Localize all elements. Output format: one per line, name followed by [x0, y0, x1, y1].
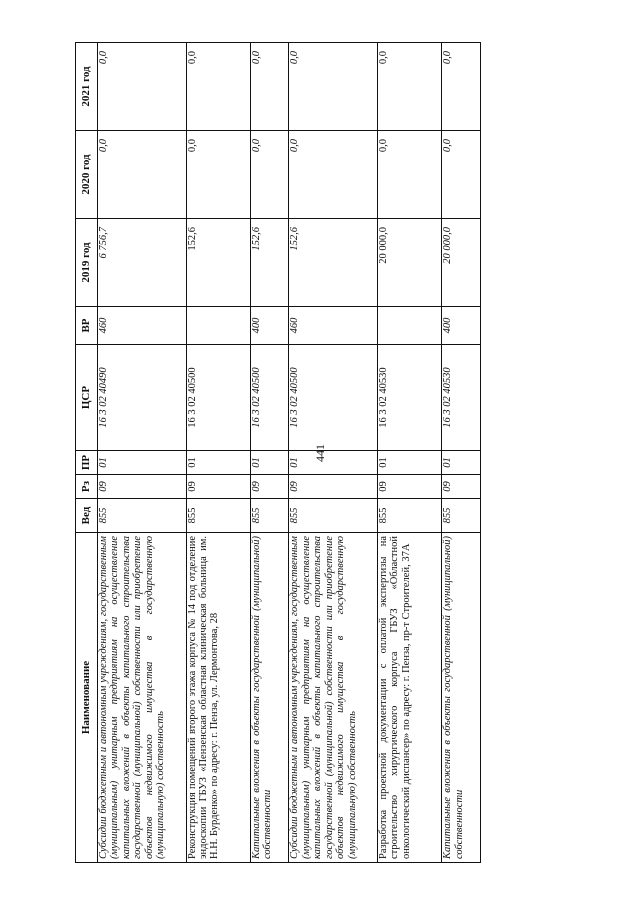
- table-row: [442, 43, 481, 863]
- row-rz: 09: [378, 475, 442, 499]
- row-ved: 855: [250, 499, 289, 533]
- header-vr: ВР: [76, 307, 98, 345]
- row-2021: 0,0: [289, 43, 378, 131]
- row-pr: 01: [289, 451, 378, 475]
- row-vr: 400: [250, 307, 289, 345]
- table-row: [98, 43, 187, 863]
- row-pr: 01: [250, 451, 289, 475]
- row-rz: 09: [186, 475, 250, 499]
- row-2021: 0,0: [442, 43, 481, 131]
- row-pr: 01: [442, 451, 481, 475]
- row-csr: 16 3 02 40530: [442, 345, 481, 451]
- row-ved: 855: [98, 499, 187, 533]
- header-csr: ЦСР: [76, 345, 98, 451]
- table-row: [289, 43, 378, 863]
- row-vr: [378, 307, 442, 345]
- row-ved: 855: [442, 499, 481, 533]
- row-2019: 6 756,7: [98, 219, 187, 307]
- row-ved: 855: [378, 499, 442, 533]
- budget-table: [75, 42, 481, 863]
- row-ved: 855: [186, 499, 250, 533]
- row-2020: 0,0: [289, 131, 378, 219]
- row-vr: 460: [98, 307, 187, 345]
- table-row: [378, 43, 442, 863]
- row-pr: 01: [378, 451, 442, 475]
- row-rz: 09: [98, 475, 187, 499]
- header-2020: 2020 год: [76, 131, 98, 219]
- row-vr: 400: [442, 307, 481, 345]
- row-2019: 152,6: [289, 219, 378, 307]
- header-2019: 2019 год: [76, 219, 98, 307]
- row-rz: 09: [250, 475, 289, 499]
- row-2021: 0,0: [378, 43, 442, 131]
- row-2021: 0,0: [250, 43, 289, 131]
- header-rz: Рз: [76, 475, 98, 499]
- row-csr: 16 3 02 40500: [186, 345, 250, 451]
- row-csr: 16 3 02 40500: [289, 345, 378, 451]
- row-vr: [186, 307, 250, 345]
- header-ved: Вед: [76, 499, 98, 533]
- header-pr: ПР: [76, 451, 98, 475]
- row-pr: 01: [98, 451, 187, 475]
- table-row: [186, 43, 250, 863]
- row-2020: 0,0: [250, 131, 289, 219]
- budget-table-rotated: [75, 43, 481, 863]
- row-2020: 0,0: [98, 131, 187, 219]
- header-2021: 2021 год: [76, 43, 98, 131]
- row-name: Субсидии бюджетным и автономным учреждениям, государственным (муниципальным) унитарным предприятиям на осуществление капитальных вложений в объекты капитального строительства государственной (муниципальной) собственности или приобретение объектов недвижимого имущества в государственную (муниципальную) собственность: [289, 533, 378, 863]
- row-csr: 16 3 02 40530: [378, 345, 442, 451]
- row-2020: 0,0: [442, 131, 481, 219]
- row-vr: 460: [289, 307, 378, 345]
- row-name: Реконструкция помещений второго этажа корпуса № 14 под отделение эндоскопии ГБУЗ «Пензенская областная клиническая больница им. Н.Н. Бурденко» по адресу: г. Пенза, ул. Лермонтова, 28: [186, 533, 250, 863]
- row-csr: 16 3 02 40490: [98, 345, 187, 451]
- row-name: Субсидии бюджетным и автономным учреждениям, государственным (муниципальным) унитарным предприятиям на осуществление капитальных вложений в объекты капитального строительства государственной (муниципальной) собственности или приобретение объектов недвижимого имущества в государственную (муниципальную) собственность: [98, 533, 187, 863]
- row-2019: 20 000,0: [442, 219, 481, 307]
- row-pr: 01: [186, 451, 250, 475]
- row-name: Капитальные вложения в объекты государственной (муниципальной) собственности: [442, 533, 481, 863]
- row-ved: 855: [289, 499, 378, 533]
- row-2019: 152,6: [250, 219, 289, 307]
- table-row: [250, 43, 289, 863]
- table-header: [76, 43, 98, 863]
- row-rz: 09: [289, 475, 378, 499]
- row-name: Капитальные вложения в объекты государственной (муниципальной) собственности: [250, 533, 289, 863]
- row-csr: 16 3 02 40500: [250, 345, 289, 451]
- row-2020: 0,0: [378, 131, 442, 219]
- header-name: Наименование: [76, 533, 98, 863]
- row-2019: 20 000,0: [378, 219, 442, 307]
- page-number: 441: [313, 444, 327, 462]
- row-2021: 0,0: [98, 43, 187, 131]
- row-name: Разработка проектной документации с оплатой экспертизы на строительство хирургического корпуса ГБУЗ «Областной онкологический диспансер» по адресу: г. Пенза, пр-т Строителей, 37А: [378, 533, 442, 863]
- row-2021: 0,0: [186, 43, 250, 131]
- row-2020: 0,0: [186, 131, 250, 219]
- row-2019: 152,6: [186, 219, 250, 307]
- row-rz: 09: [442, 475, 481, 499]
